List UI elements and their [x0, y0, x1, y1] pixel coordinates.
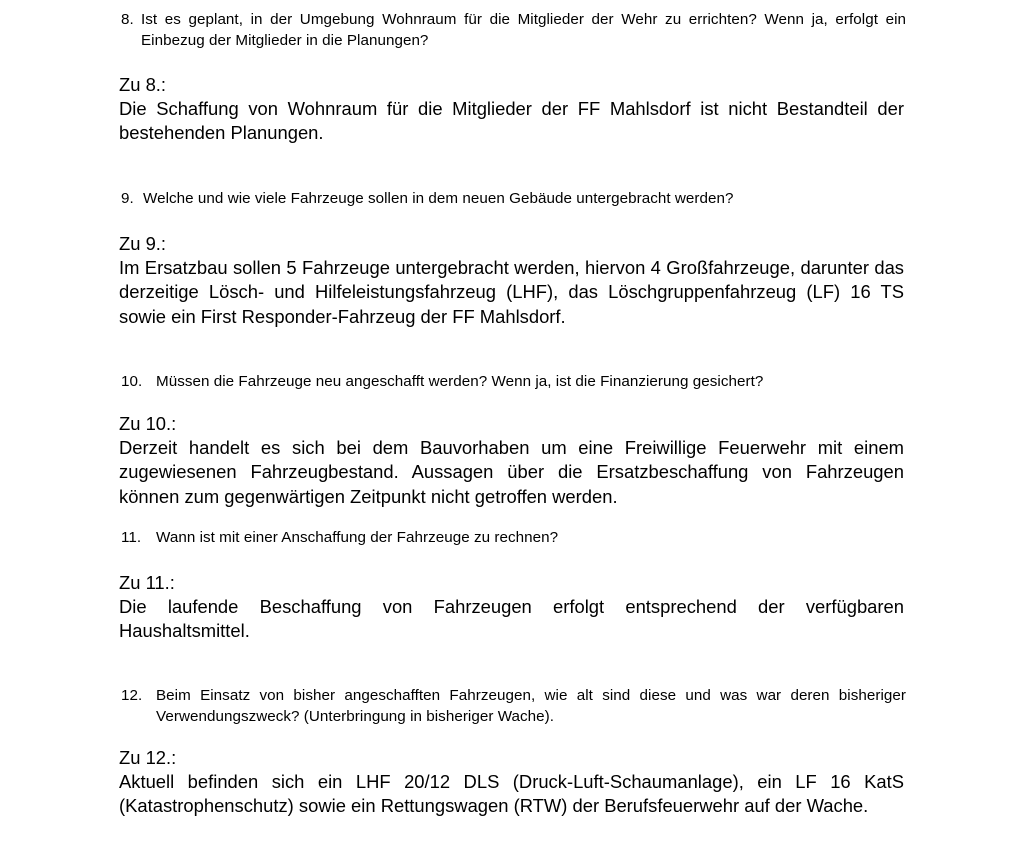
answer-10: Derzeit handelt es sich bei dem Bauvorhaben um eine Freiwillige Feuerwehr mit einem zugewiesenen Fahrzeugbestand. Aussagen über die Ersatzbeschaffung von Fahrzeugen können zum gegenwärtigen Zeitpunkt nicht getroffen werden.	[119, 437, 904, 507]
answer-12: Aktuell befinden sich ein LHF 20/12 DLS (Druck-Luft-Schaumanlage), ein LF 16 KatS (Katastrophenschutz) sowie ein Rettungswagen (RTW) der Berufsfeuerwehr auf der Wache.	[119, 771, 904, 817]
answer-heading-11: Zu 11.:	[119, 572, 175, 593]
question-10	[121, 371, 906, 392]
question-12	[121, 685, 906, 727]
answer-8: Die Schaffung von Wohnraum für die Mitglieder der FF Mahlsdorf ist nicht Bestandteil der bestehenden Planungen.	[119, 98, 904, 144]
answer-9: Im Ersatzbau sollen 5 Fahrzeuge untergebracht werden, hiervon 4 Großfahrzeuge, darunter das derzeitige Lösch- und Hilfeleistungsfahrzeug (LHF), das Löschgruppenfahrzeug (LF) 16 TS sowie ein First Responder-Fahrzeug der FF Mahlsdorf.	[119, 257, 904, 327]
question-number: 12.	[121, 687, 143, 704]
question-8	[121, 9, 906, 51]
answer-11: Die laufende Beschaffung von Fahrzeugen erfolgt entsprechend der verfügbaren Haushaltsmittel.	[119, 596, 904, 642]
answer-heading-12: Zu 12.:	[119, 747, 177, 768]
answer-heading-9: Zu 9.:	[119, 233, 167, 254]
question-text: Ist es geplant, in der Umgebung Wohnraum für die Mitglieder der Wehr zu errichten? Wenn ja, erfolgt ein Einbezug der Mitglieder in die Planungen?	[141, 11, 906, 49]
question-text: Wann ist mit einer Anschaffung der Fahrzeuge zu rechnen?	[156, 529, 559, 546]
question-number: 10.	[121, 373, 143, 390]
answer-heading-8: Zu 8.:	[119, 74, 167, 95]
question-9	[121, 188, 906, 209]
question-number: 9.	[121, 190, 134, 207]
answer-heading-10: Zu 10.:	[119, 413, 177, 434]
question-11	[121, 527, 906, 548]
question-number: 8.	[121, 11, 134, 28]
question-text: Müssen die Fahrzeuge neu angeschafft werden? Wenn ja, ist die Finanzierung gesichert?	[156, 373, 764, 390]
question-text: Welche und wie viele Fahrzeuge sollen in dem neuen Gebäude untergebracht werden?	[143, 190, 734, 207]
question-text: Beim Einsatz von bisher angeschafften Fahrzeugen, wie alt sind diese und was war deren bisheriger Verwendungszweck? (Unterbringung in bisheriger Wache).	[156, 687, 906, 725]
question-number: 11.	[121, 529, 142, 546]
